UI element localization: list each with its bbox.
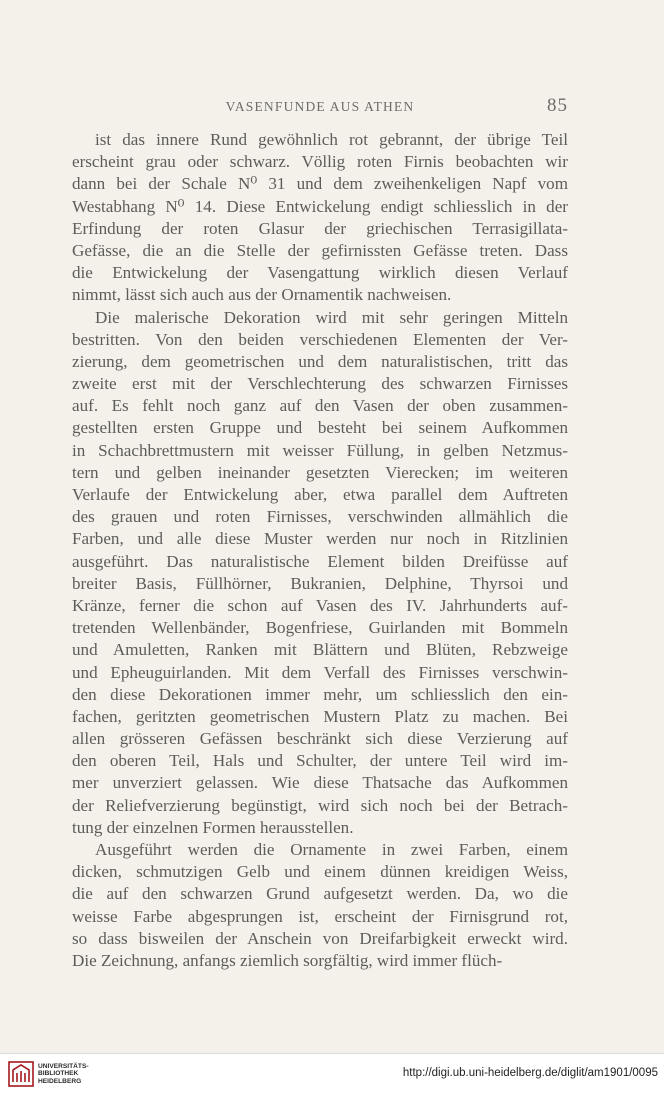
text-line: in Schachbrettmustern mit weisser Füllung, in gelben Netzmus- bbox=[72, 440, 568, 460]
text-line: tretenden Wellenbänder, Bogenfriese, Guirlanden mit Bommeln bbox=[72, 618, 568, 638]
text-line: Die Zeichnung, anfangs ziemlich sorgfältig, wird immer flüch- bbox=[72, 950, 503, 970]
body-text bbox=[72, 129, 568, 972]
text-line: Farben, und alle diese Muster werden nur noch in Ritzlinien bbox=[72, 529, 568, 549]
footer-bar bbox=[0, 1053, 664, 1094]
text-line: ist das innere Rund gewöhnlich rot gebrannt, der übrige Teil bbox=[95, 130, 568, 149]
text-line: mer unverziert gelassen. Wie diese Thatsache das Aufkommen bbox=[72, 773, 568, 793]
text-line: Gefässe, die an die Stelle der gefirnissten Gefässe treten. Dass bbox=[72, 240, 568, 260]
text-line: Verlaufe der Entwickelung aber, etwa parallel dem Auftreten bbox=[72, 485, 568, 504]
running-head bbox=[72, 97, 568, 119]
text-line: tung der einzelnen Formen herausstellen. bbox=[72, 817, 354, 837]
library-name-line: BIBLIOTHEK bbox=[38, 1070, 79, 1078]
text-line: so dass bisweilen der Anschein von Dreifarbigkeit erweckt wird. bbox=[72, 928, 568, 948]
library-name-line: UNIVERSITÄTS- bbox=[38, 1063, 89, 1070]
paragraph bbox=[72, 129, 568, 307]
text-line: den oberen Teil, Hals und Schulter, der untere Teil wird im- bbox=[72, 751, 568, 771]
text-line: tern und gelben ineinander gesetzten Vierecken; im weiteren bbox=[72, 462, 568, 482]
text-line: auf. Es fehlt noch ganz auf den Vasen der oben zusammen- bbox=[72, 396, 568, 416]
text-line: Ausgeführt werden die Ornamente in zwei Farben, einem bbox=[95, 840, 568, 859]
text-line: dicken, schmutzigen Gelb und einem dünnen kreidigen Weiss, bbox=[72, 862, 568, 882]
text-line: ausgeführt. Das naturalistische Element bilden Dreifüsse auf bbox=[72, 551, 568, 571]
text-line: der Reliefverzierung begünstigt, wird sich noch bei der Betrach- bbox=[72, 795, 568, 815]
text-line: dann bei der Schale N⁰ 31 und dem zweihenkeligen Napf vom bbox=[72, 174, 568, 194]
library-name bbox=[38, 1063, 98, 1085]
permalink-url[interactable]: http://digi.ub.uni-heidelberg.de/diglit/am1901/0095 bbox=[402, 1067, 658, 1079]
text-line: gestellten ersten Gruppe und besteht bei seinem Aufkommen bbox=[72, 418, 568, 438]
text-line: fachen, geritzten geometrischen Mustern Platz zu machen. Bei bbox=[72, 706, 568, 726]
library-logo-icon bbox=[8, 1061, 34, 1087]
text-line: Die malerische Dekoration wird mit sehr geringen Mitteln bbox=[95, 307, 568, 327]
text-line: zweite erst mit der Verschlechterung des schwarzen Firnisses bbox=[72, 374, 568, 394]
text-line: nimmt, lässt sich auch aus der Ornamentik nachweisen. bbox=[72, 285, 452, 305]
page-number: 85 bbox=[547, 95, 568, 116]
text-line: bestritten. Von den beiden verschiedenen Elementen der Ver- bbox=[72, 329, 568, 349]
text-line: des grauen und roten Firnisses, verschwinden allmählich die bbox=[72, 507, 568, 527]
text-line: und Amuletten, Ranken mit Blättern und Blüten, Rebzweige bbox=[72, 640, 568, 660]
text-line: Kränze, ferner die schon auf Vasen des IV. Jahrhunderts auf- bbox=[72, 595, 568, 615]
text-line: zierung, dem geometrischen und dem naturalistischen, tritt das bbox=[72, 351, 568, 371]
text-line: allen grösseren Gefässen beschränkt sich diese Verzierung auf bbox=[72, 729, 568, 749]
text-line: breiter Basis, Füllhörner, Bukranien, Delphine, Thyrsoi und bbox=[72, 573, 568, 593]
text-line: die auf den schwarzen Grund aufgesetzt werden. Da, wo die bbox=[72, 884, 568, 904]
running-title: VASENFUNDE AUS ATHEN bbox=[225, 99, 415, 114]
text-line: Westabhang N⁰ 14. Diese Entwickelung endigt schliesslich in der bbox=[72, 196, 568, 216]
text-line: weisse Farbe abgesprungen ist, erscheint der Firnisgrund rot, bbox=[72, 906, 568, 926]
paragraph bbox=[72, 307, 568, 840]
text-line: und Epheuguirlanden. Mit dem Verfall des Firnisses verschwin- bbox=[72, 662, 568, 682]
text-line: den diese Dekorationen immer mehr, um schliesslich den ein- bbox=[72, 684, 568, 704]
text-line: die Entwickelung der Vasengattung wirklich diesen Verlauf bbox=[72, 263, 568, 283]
paragraph bbox=[72, 839, 568, 972]
text-line: Erfindung der roten Glasur der griechischen Terrasigillata- bbox=[72, 218, 568, 238]
text-line: erscheint grau oder schwarz. Völlig roten Firnis beobachten wir bbox=[72, 152, 568, 172]
library-name-line: HEIDELBERG bbox=[38, 1077, 82, 1085]
